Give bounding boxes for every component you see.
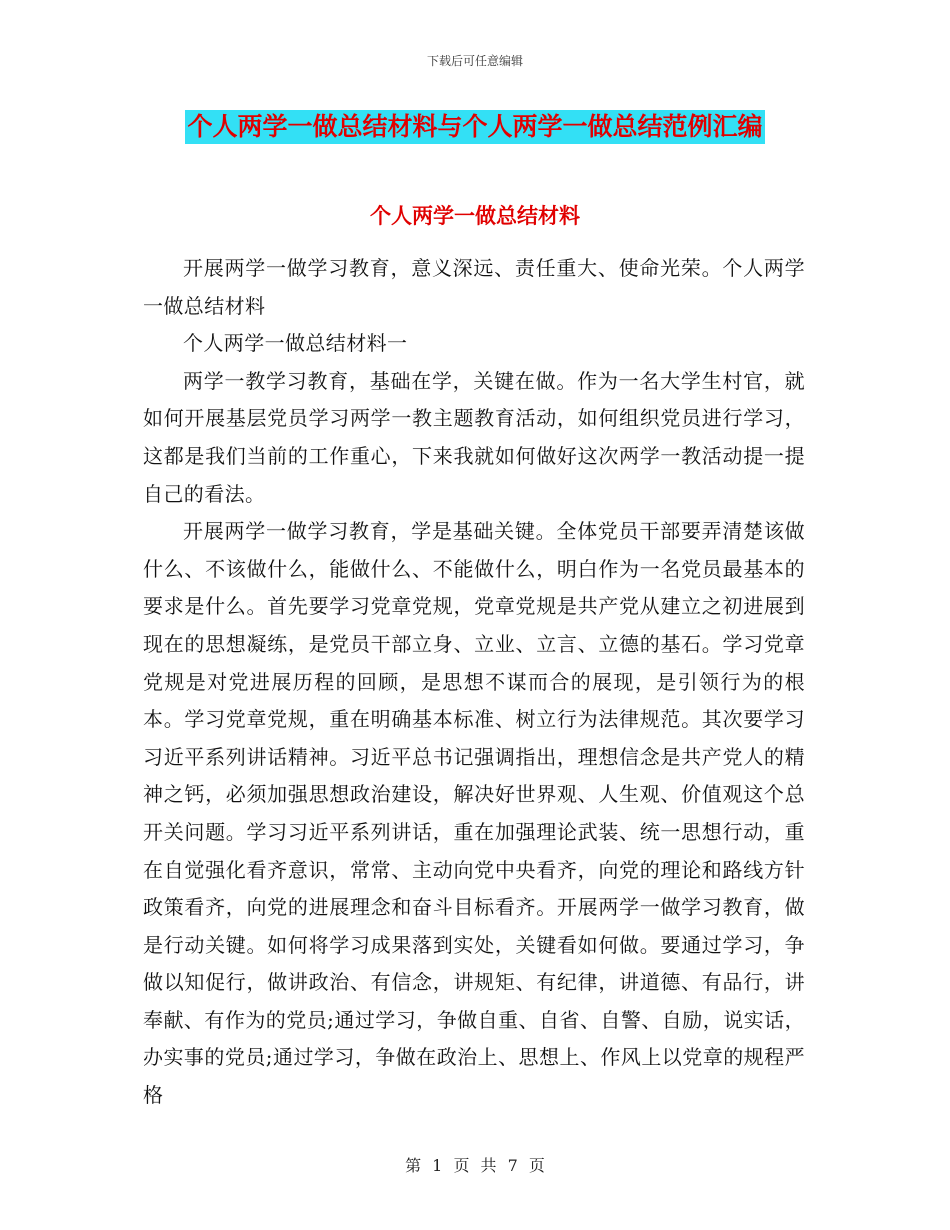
- header-note: 下载后可任意编辑: [426, 54, 523, 68]
- document-title: 个人两学一做总结材料与个人两学一做总结范例汇编: [185, 110, 764, 144]
- document-body: [143, 250, 805, 1115]
- paragraph-2: 开展两学一做学习教育，学是基础关键。全体党员干部要弄清楚该做什么、不该做什么，能做什么、不能做什么，明白作为一名党员最基本的要求是什么。首先要学习党章党规，党章党规是共产党从建立之初进展到现在的思想凝练，是党员干部立身、立业、立言、立德的基石。学习党章党规是对党进展历程的回顾，是思想不谋而合的展现，是引领行为的根本。学习党章党规，重在明确基本标准、树立行为法律规范。其次要学习习近平系列讲话精神。习近平总书记强调指出，理想信念是共产党人的精神之钙，必须加强思想政治建设，解决好世界观、人生观、价值观这个总开关问题。学习习近平系列讲话，重在加强理论武装、统一思想行动，重在自觉强化看齐意识，常常、主动向党中央看齐，向党的理论和路线方针政策看齐，向党的进展理念和奋斗目标看齐。开展两学一做学习教育，做是行动关键。如何将学习成果落到实处，关键看如何做。要通过学习，争做以知促行，做讲政治、有信念，讲规矩、有纪律，讲道德、有品行，讲奉献、有作为的党员;通过学习，争做自重、自省、自警、自励，说实话，办实事的党员;通过学习，争做在政治上、思想上、作风上以党章的规程严格: [143, 519, 805, 1108]
- paragraph-1: 两学一教学习教育，基础在学，关键在做。作为一名大学生村官，就如何开展基层党员学习两学一教主题教育活动，如何组织党员进行学习，这都是我们当前的工作重心，下来我就如何做好这次两学一教活动提一提自己的看法。: [143, 368, 805, 506]
- paragraph-intro: 开展两学一做学习教育，意义深远、责任重大、使命光荣。个人两学一做总结材料: [143, 256, 805, 318]
- paragraph-subheading: 个人两学一做总结材料一: [183, 331, 408, 356]
- document-title-container: [0, 110, 950, 144]
- page-number: 第 1 页 共 7 页: [405, 1156, 545, 1175]
- section-title: 个人两学一做总结材料: [370, 204, 580, 228]
